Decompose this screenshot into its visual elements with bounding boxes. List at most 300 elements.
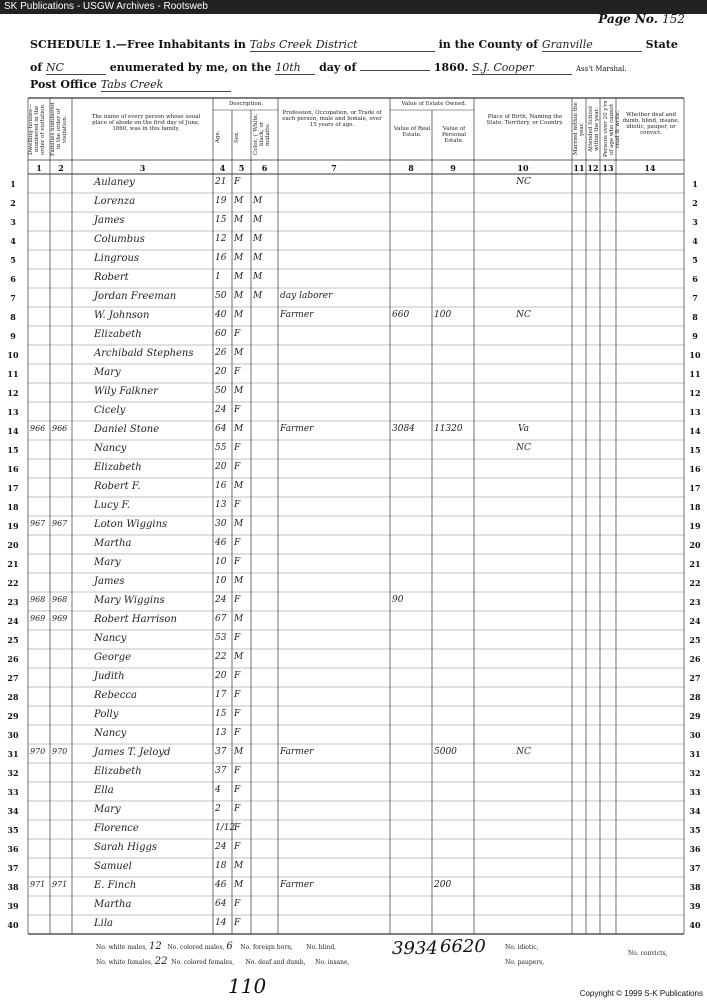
row-number-right: 36 <box>689 844 701 854</box>
column-number: 7 <box>331 163 337 173</box>
person-color: M <box>253 234 263 244</box>
person-age: 50 <box>215 386 227 396</box>
person-sex: M <box>234 196 244 206</box>
row-number-right: 40 <box>689 920 701 930</box>
year-label: 1860. <box>433 61 469 74</box>
row-number-left: 26 <box>7 654 19 664</box>
row-number-right: 29 <box>689 711 701 721</box>
person-age: 22 <box>215 652 227 662</box>
header-deaf-blind: Whether deaf and dumb, blind, insane, idiotic, pauper, or convict. <box>622 112 680 136</box>
person-sex: F <box>234 500 241 510</box>
pauper-label: No. paupers, <box>505 959 545 966</box>
row-number-right: 14 <box>689 426 701 436</box>
row-number-left: 1 <box>10 179 16 189</box>
person-age: 2 <box>215 804 221 814</box>
header-name: The name of every person whose usual place of abode on the first day of June, 1860, was in this family. <box>91 114 201 132</box>
row-number-left: 35 <box>7 825 19 835</box>
person-age: 4 <box>215 785 221 795</box>
person-color: M <box>253 272 263 282</box>
person-age: 13 <box>215 728 227 738</box>
row-number-left: 14 <box>7 426 19 436</box>
header-description: Description. <box>228 101 264 107</box>
dwelling-number: 968 <box>30 595 46 604</box>
person-occupation: Farmer <box>280 880 314 890</box>
person-age: 24 <box>215 842 227 852</box>
post-office-field: Tabs Creek <box>101 78 231 92</box>
row-number-left: 18 <box>7 502 19 512</box>
person-name: George <box>94 652 132 663</box>
page-tally: 110 <box>228 974 267 998</box>
row-number-left: 4 <box>10 236 16 246</box>
person-occupation: Farmer <box>280 424 314 434</box>
white-males-value: 12 <box>149 941 162 952</box>
person-sex: M <box>234 386 244 396</box>
schedule-label: SCHEDULE 1.—Free Inhabitants in <box>30 38 246 51</box>
page-number-label: Page No. <box>598 12 658 26</box>
person-name: Samuel <box>94 861 132 872</box>
person-sex: M <box>234 652 244 662</box>
row-number-right: 39 <box>689 901 701 911</box>
row-number-right: 9 <box>692 331 698 341</box>
family-number: 971 <box>52 880 68 889</box>
row-number-right: 32 <box>689 768 701 778</box>
row-number-left: 11 <box>7 369 19 379</box>
post-office-label: Post Office <box>30 78 97 91</box>
idiotic-label: No. idiotic, <box>505 944 539 951</box>
person-age: 21 <box>215 177 227 187</box>
person-color: M <box>253 215 263 225</box>
row-number-left: 34 <box>7 806 19 816</box>
person-color: M <box>253 253 263 263</box>
person-name: Elizabeth <box>94 462 142 473</box>
row-number-left: 7 <box>10 293 16 303</box>
row-number-right: 11 <box>689 369 701 379</box>
district-field: Tabs Creek District <box>250 38 435 52</box>
person-age: 16 <box>215 481 227 491</box>
person-color: M <box>253 291 263 301</box>
family-number: 969 <box>52 614 68 623</box>
column-number: 13 <box>602 163 614 173</box>
row-number-left: 19 <box>7 521 19 531</box>
person-name: Ella <box>94 785 114 796</box>
row-number-right: 38 <box>689 882 701 892</box>
row-number-left: 22 <box>7 578 19 588</box>
person-age: 1/12 <box>215 823 236 833</box>
person-sex: M <box>234 861 244 871</box>
person-age: 26 <box>215 348 227 358</box>
header-age: Age. <box>215 130 221 144</box>
row-number-right: 20 <box>689 540 701 550</box>
row-number-left: 10 <box>7 350 19 360</box>
person-sex: F <box>234 899 241 909</box>
person-sex: M <box>234 880 244 890</box>
person-name: Robert <box>94 272 129 283</box>
person-sex: F <box>234 918 241 928</box>
dwelling-number: 970 <box>30 747 46 756</box>
row-number-left: 13 <box>7 407 19 417</box>
person-name: Columbus <box>94 234 145 245</box>
row-number-right: 6 <box>692 274 698 284</box>
county-label: in the County of <box>438 38 538 51</box>
person-age: 55 <box>215 443 227 453</box>
person-age: 60 <box>215 329 227 339</box>
column-number: 3 <box>139 163 146 173</box>
footer-line-1 <box>96 941 336 952</box>
row-number-left: 32 <box>7 768 19 778</box>
row-number-right: 25 <box>689 635 701 645</box>
row-number-right: 8 <box>692 312 698 322</box>
person-name: Mary <box>94 367 121 378</box>
column-number: 5 <box>238 163 245 173</box>
deaf-label: No. deaf and dumb, <box>245 959 306 966</box>
person-sex: M <box>234 614 244 624</box>
row-number-right: 35 <box>689 825 701 835</box>
person-name: Elizabeth <box>94 766 142 777</box>
white-males-label: No. white males, <box>96 944 148 951</box>
person-name: Sarah Higgs <box>94 842 158 853</box>
row-number-left: 25 <box>7 635 19 645</box>
person-age: 24 <box>215 405 227 415</box>
row-number-right: 28 <box>689 692 701 702</box>
row-number-left: 36 <box>7 844 19 854</box>
row-number-left: 33 <box>7 787 19 797</box>
person-name: Elizabeth <box>94 329 142 340</box>
person-age: 15 <box>215 709 227 719</box>
person-age: 46 <box>215 538 227 548</box>
person-name: Nancy <box>94 443 127 454</box>
person-sex: M <box>234 576 244 586</box>
person-sex: F <box>234 405 241 415</box>
person-sex: M <box>234 253 244 263</box>
day-of-label: day of <box>319 61 357 74</box>
person-sex: M <box>234 291 244 301</box>
row-number-right: 17 <box>689 483 701 493</box>
person-age: 40 <box>215 310 227 320</box>
dwelling-number: 971 <box>30 880 46 889</box>
person-sex: F <box>234 443 241 453</box>
person-sex: F <box>234 329 241 339</box>
row-number-left: 12 <box>7 388 19 398</box>
column-number: 6 <box>261 163 268 173</box>
person-age: 64 <box>215 424 227 434</box>
person-age: 14 <box>215 918 227 928</box>
row-number-right: 5 <box>692 255 698 265</box>
header-married: Married within the year. <box>573 102 585 156</box>
dwelling-number: 967 <box>30 519 46 528</box>
row-number-right: 27 <box>689 673 701 683</box>
colored-males-value: 6 <box>226 941 233 952</box>
row-number-left: 24 <box>7 616 19 626</box>
person-sex: M <box>234 424 244 434</box>
column-number: 10 <box>517 163 529 173</box>
header-school: Attended School within the year. <box>588 106 600 152</box>
person-name: Martha <box>94 899 132 910</box>
person-age: 37 <box>215 766 227 776</box>
person-sex: M <box>234 272 244 282</box>
person-sex: F <box>234 538 241 548</box>
person-age: 20 <box>215 462 227 472</box>
row-number-right: 4 <box>692 236 698 246</box>
person-sex: M <box>234 481 244 491</box>
person-sex: M <box>234 310 244 320</box>
person-name: Cicely <box>94 405 126 416</box>
row-number-right: 24 <box>689 616 701 626</box>
header-estate: Value of Estate Owned. <box>401 101 467 107</box>
person-age: 24 <box>215 595 227 605</box>
real-estate-value: 3084 <box>392 424 415 434</box>
row-number-right: 18 <box>689 502 701 512</box>
row-number-left: 17 <box>7 483 19 493</box>
row-number-right: 33 <box>689 787 701 797</box>
county-field: Granville <box>542 38 642 52</box>
person-name: E. Finch <box>94 880 137 891</box>
dwelling-number: 969 <box>30 614 46 623</box>
person-sex: M <box>234 519 244 529</box>
row-number-left: 2 <box>10 198 16 208</box>
row-number-left: 20 <box>7 540 19 550</box>
family-number: 970 <box>52 747 68 756</box>
row-number-right: 12 <box>689 388 701 398</box>
birthplace: NC <box>516 747 531 757</box>
column-number: 1 <box>36 163 42 173</box>
column-number: 4 <box>219 163 226 173</box>
birthplace: Va <box>517 424 530 434</box>
column-number: 8 <box>408 163 414 173</box>
person-sex: F <box>234 462 241 472</box>
column-number: 2 <box>58 163 64 173</box>
person-name: Nancy <box>94 728 127 739</box>
person-sex: M <box>234 215 244 225</box>
marshal-field: S.J. Cooper <box>472 61 572 75</box>
person-name: James <box>94 576 125 587</box>
person-age: 13 <box>215 500 227 510</box>
state-label: State <box>645 38 678 51</box>
person-name: Martha <box>94 538 132 549</box>
person-name: Lorenza <box>94 196 136 207</box>
person-age: 10 <box>215 576 227 586</box>
person-occupation: Farmer <box>280 310 314 320</box>
row-number-right: 3 <box>692 217 698 227</box>
real-estate-value: 660 <box>392 310 410 320</box>
person-age: 53 <box>215 633 227 643</box>
row-number-left: 30 <box>7 730 19 740</box>
row-number-left: 31 <box>7 749 19 759</box>
row-number-left: 9 <box>10 331 16 341</box>
header-birthplace: Place of Birth, Naming the State, Territory, or Country. <box>486 114 564 126</box>
row-number-left: 40 <box>7 920 19 930</box>
person-name: Polly <box>94 709 119 720</box>
person-age: 18 <box>215 861 227 871</box>
column-number: 12 <box>587 163 599 173</box>
column-number: 14 <box>644 163 656 173</box>
person-age: 16 <box>215 253 227 263</box>
row-number-left: 21 <box>7 559 19 569</box>
person-name: Robert Harrison <box>94 614 177 625</box>
person-sex: F <box>234 823 241 833</box>
person-name: W. Johnson <box>94 310 150 321</box>
row-number-right: 22 <box>689 578 701 588</box>
row-number-left: 29 <box>7 711 19 721</box>
column-number: 9 <box>450 163 456 173</box>
row-number-left: 16 <box>7 464 19 474</box>
person-name: Lila <box>94 918 113 929</box>
person-name: Lucy F. <box>94 500 131 511</box>
person-age: 12 <box>215 234 227 244</box>
person-name: Lingrous <box>94 253 140 264</box>
person-name: Mary <box>94 557 121 568</box>
birthplace: NC <box>516 177 531 187</box>
person-age: 17 <box>215 690 227 700</box>
personal-estate-value: 200 <box>434 880 452 890</box>
person-occupation: day laborer <box>280 291 333 301</box>
convicts-label: No. convicts, <box>628 950 668 957</box>
white-females-label: No. white females, <box>96 959 153 966</box>
row-number-right: 31 <box>689 749 701 759</box>
row-number-right: 13 <box>689 407 701 417</box>
person-age: 20 <box>215 367 227 377</box>
person-occupation: Farmer <box>280 747 314 757</box>
header-personal-estate: Value of Personal Estate. <box>441 126 467 144</box>
person-sex: F <box>234 785 241 795</box>
family-number: 968 <box>52 595 68 604</box>
footer-line-2 <box>96 956 349 967</box>
person-sex: F <box>234 766 241 776</box>
row-number-left: 28 <box>7 692 19 702</box>
person-name: Judith <box>94 671 125 682</box>
header-color: Color, { White, black, or mulatto. <box>253 113 271 155</box>
person-age: 1 <box>215 272 221 282</box>
person-sex: M <box>234 747 244 757</box>
row-number-right: 23 <box>689 597 701 607</box>
enumerated-label: enumerated by me, on the <box>109 61 272 74</box>
person-sex: F <box>234 367 241 377</box>
person-name: Mary Wiggins <box>94 595 165 606</box>
state-field: NC <box>46 61 106 75</box>
header-dwelling: Dwelling-houses—numbered in the order of visitation. <box>28 103 46 155</box>
row-number-left: 15 <box>7 445 19 455</box>
person-sex: M <box>234 234 244 244</box>
page-number-value: 152 <box>662 12 685 26</box>
person-sex: F <box>234 595 241 605</box>
of-label: of <box>30 61 43 74</box>
row-number-right: 10 <box>689 350 701 360</box>
blind-label: No. blind, <box>306 944 337 951</box>
row-number-right: 21 <box>689 559 701 569</box>
birthplace: NC <box>516 443 531 453</box>
colored-females-label: No. colored females, <box>171 959 235 966</box>
real-estate-total: 3934 <box>392 938 438 959</box>
person-sex: F <box>234 842 241 852</box>
copyright-notice: Copyright © 1999 S-K Publications <box>579 989 703 998</box>
row-number-right: 34 <box>689 806 701 816</box>
row-number-left: 8 <box>10 312 16 322</box>
person-name: Archibald Stephens <box>94 348 194 359</box>
person-age: 64 <box>215 899 227 909</box>
person-name: Aulaney <box>94 177 135 188</box>
person-sex: F <box>234 709 241 719</box>
birthplace: NC <box>516 310 531 320</box>
person-name: Loton Wiggins <box>94 519 168 530</box>
column-number: 11 <box>573 163 585 173</box>
person-age: 15 <box>215 215 227 225</box>
row-number-right: 19 <box>689 521 701 531</box>
row-number-left: 38 <box>7 882 19 892</box>
day-field: 10th <box>275 61 315 75</box>
header-cannot-read: Persons over 20 y'rs of age who cannot read & write. <box>603 100 621 158</box>
row-number-right: 1 <box>692 179 698 189</box>
person-name: Jordan Freeman <box>94 291 177 302</box>
person-name: Wily Falkner <box>94 386 158 397</box>
person-age: 46 <box>215 880 227 890</box>
personal-estate-total: 6620 <box>440 936 486 957</box>
header-occupation: Profession, Occupation, or Trade of each person, male and female, over 15 years of age. <box>282 110 382 128</box>
marshal-label: Ass't Marshal. <box>576 65 627 73</box>
row-number-right: 37 <box>689 863 701 873</box>
person-sex: F <box>234 557 241 567</box>
personal-estate-value: 100 <box>434 310 452 320</box>
dwelling-number: 966 <box>30 424 46 433</box>
person-age: 37 <box>215 747 227 757</box>
person-name: Nancy <box>94 633 127 644</box>
person-name: Daniel Stone <box>94 424 160 435</box>
person-sex: F <box>234 177 241 187</box>
row-number-right: 16 <box>689 464 701 474</box>
row-number-right: 7 <box>692 293 698 303</box>
row-number-right: 30 <box>689 730 701 740</box>
person-age: 50 <box>215 291 227 301</box>
person-age: 10 <box>215 557 227 567</box>
person-age: 19 <box>215 196 227 206</box>
row-number-right: 26 <box>689 654 701 664</box>
row-number-left: 37 <box>7 863 19 873</box>
person-sex: F <box>234 671 241 681</box>
person-name: James T. Jeloyd <box>94 747 171 758</box>
row-number-left: 5 <box>10 255 16 265</box>
person-age: 30 <box>215 519 227 529</box>
person-name: James <box>94 215 125 226</box>
archive-header-bar: SK Publications - USGW Archives - Rootsweb <box>0 0 707 14</box>
colored-males-label: No. colored males, <box>167 944 225 951</box>
family-number: 966 <box>52 424 68 433</box>
person-sex: M <box>234 348 244 358</box>
person-sex: F <box>234 690 241 700</box>
row-number-right: 2 <box>692 198 698 208</box>
row-number-right: 15 <box>689 445 701 455</box>
personal-estate-value: 11320 <box>434 424 463 434</box>
family-number: 967 <box>52 519 68 528</box>
row-number-left: 6 <box>10 274 16 284</box>
row-number-left: 3 <box>10 217 16 227</box>
person-age: 67 <box>215 614 227 624</box>
row-number-left: 39 <box>7 901 19 911</box>
person-name: Robert F. <box>94 481 141 492</box>
person-sex: F <box>234 728 241 738</box>
header-sex: Sex. <box>234 131 240 143</box>
header-family: Families numbered in the order of visitation. <box>50 102 68 156</box>
person-name: Rebecca <box>94 690 137 701</box>
row-number-left: 23 <box>7 597 19 607</box>
white-females-value: 22 <box>154 956 168 967</box>
person-sex: F <box>234 633 241 643</box>
person-color: M <box>253 196 263 206</box>
foreign-born-label: No. foreign born, <box>240 944 293 951</box>
person-name: Florence <box>94 823 139 834</box>
row-number-left: 27 <box>7 673 19 683</box>
person-sex: F <box>234 804 241 814</box>
insane-label: No. insane, <box>315 959 350 966</box>
person-name: Mary <box>94 804 121 815</box>
header-real-estate: Value of Real Estate. <box>393 126 431 138</box>
